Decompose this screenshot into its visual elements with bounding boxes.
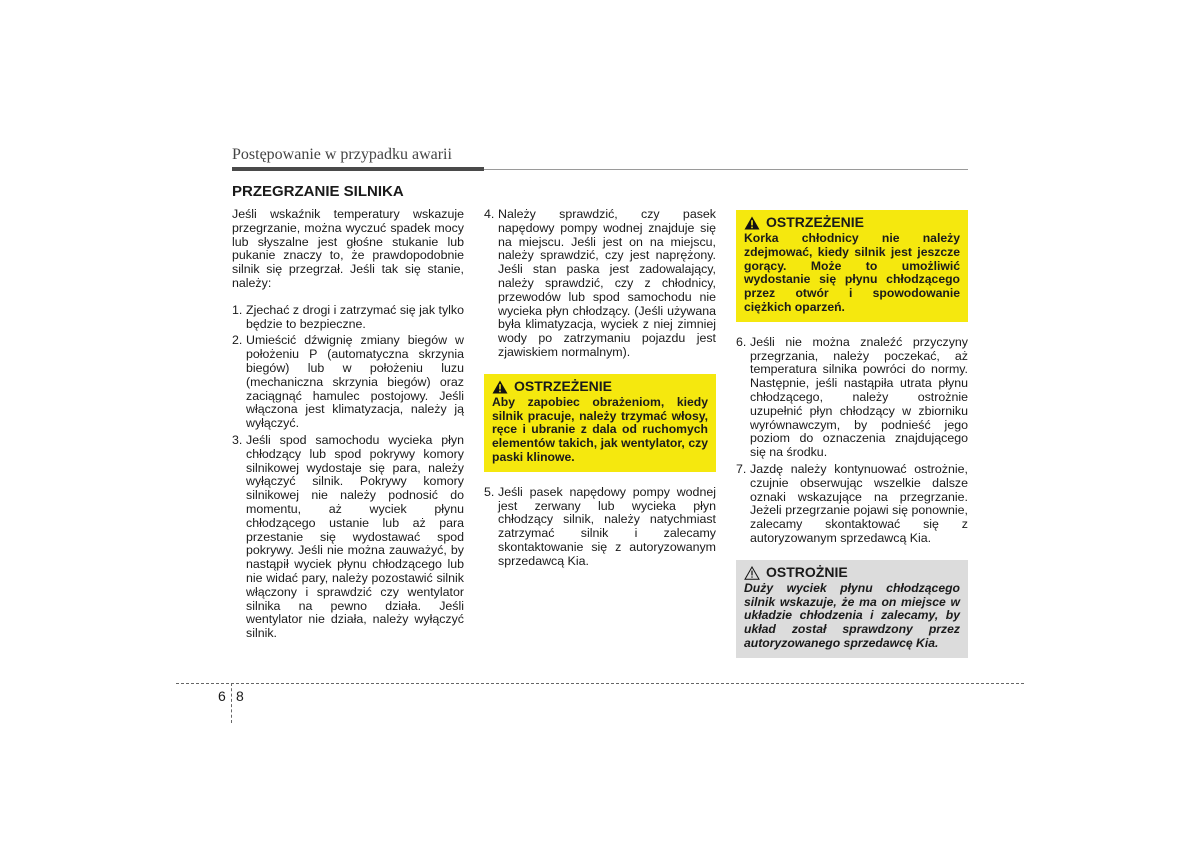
list-item: 3. Jeśli spod samochodu wycieka płyn chłodzący lub spod pokrywy komory silnikowej wydostaje się para, należy wyłączyć silnik. Pokrywy komory silnikowej nie należy podnosić do momentu, aż wyciek płynu chłodzącego ustanie lub aż para przestanie się wydostawać spod pokrywy. Jeśli nie można zauważyć, by nastąpił wyciek płynu chłodzącego lub nie widać pary, należy pozostawić silnik włączony i sprawdzić czy wentylator silnika na pewno działa. Jeśli wentylator nie działa, należy wyłączyć silnik. [232,432,464,641]
warning-icon [744,216,760,230]
warning-icon [492,380,508,394]
section-title: PRZEGRZANIE SILNIKA [232,183,404,200]
caution-title: OSTROŻNIE [766,563,848,580]
list-item: 7. Jazdę należy kontynuować ostrożnie, czujnie obserwując wszelkie dalsze oznaki wskazujące na przegrzanie. Jeżeli przegrzanie pojawi się ponownie, zalecamy skontaktować się z autoryzowanym sprzedawcą Kia. [736,461,968,545]
header-rule [232,167,484,171]
column-2 [484,208,716,572]
list-item: 6. Jeśli nie można znaleźć przyczyny przegrzania, należy poczekać, aż temperatura silnika powróci do normy. Następnie, jeśli nastąpiła utrata płynu chłodzącego, należy ostrożnie uzupełnić płyn chłodzący w zbiorniku wyrównawczym, by podnieść jego poziom do oznaczenia znajdującego się na środku. [736,334,968,460]
page-number: 8 [236,688,244,704]
footer-vertical-divider [231,683,232,723]
footer-divider [176,683,1024,684]
caution-text: Duży wyciek płynu chłodzącego silnik wskazuje, że ma on miejsce w układzie chłodzenia i zalecamy, by układ został sprawdzony przez autoryzowanego sprzedawcę Kia. [744,580,960,650]
list-item: 5. Jeśli pasek napędowy pompy wodnej jest zerwany lub wycieka płyn chłodzący silnik, należy natychmiast zatrzymać silnik i zalecamy skontaktowanie się z autoryzowanym sprzedawcą Kia. [484,484,716,568]
warning-title: OSTRZEŻENIE [766,214,865,231]
header-rule-thin [484,169,968,170]
warning-title: OSTRZEŻENIE [514,377,613,394]
warning-box [736,210,968,322]
caution-icon [744,566,760,580]
column-3 [736,210,968,668]
warning-box [484,374,716,472]
header-title: Postępowanie w przypadku awarii [232,146,452,163]
section-number: 6 [218,688,226,704]
warning-text: Aby zapobiec obrażeniom, kiedy silnik pracuje, należy trzymać włosy, ręce i ubranie z dala od ruchomych elementów takich, jak wentylator, czy paski klinowe. [492,394,708,464]
list-item: 4. Należy sprawdzić, czy pasek napędowy pompy wodnej znajduje się na miejscu. Jeśli jest on na miejscu, należy sprawdzić, czy jest naprężony. Jeśli stan paska jest zadowalający, należy sprawdzić, czy z chłodnicy, przewodów lub spod samochodu nie wycieka płyn chłodzący. (Jeśli używana była klimatyzacja, wyciek z niej zimniej wody po zatrzymaniu pojazdu jest zjawiskiem normalnym). [484,207,716,359]
list-item: 2. Umieścić dźwignię zmiany biegów w położeniu P (automatyczna skrzynia biegów) lub w położeniu luzu (mechaniczna skrzynia biegów) oraz zaciągnąć hamulec postojowy. Jeśli włączona jest klimatyzacja, należy ją wyłączyć. [232,333,464,431]
intro-paragraph: Jeśli wskaźnik temperatury wskazuje przegrzanie, można wyczuć spadek mocy lub słyszalne jest głośne stukanie lub pukanie znaczy to, że prawdopodobnie silnik się przegrzał. Jeśli tak się stanie, należy: [232,207,464,290]
column-1 [232,208,464,644]
warning-text: Korka chłodnicy nie należy zdejmować, kiedy silnik jest jeszcze gorący. Może to umożliwić wydostanie się płynu chłodzącego przez otwór i spowodowanie ciężkich oparzeń. [744,231,960,314]
list-item: 1. Zjechać z drogi i zatrzymać się jak tylko będzie to bezpieczne. [232,302,464,331]
caution-box [736,560,968,658]
